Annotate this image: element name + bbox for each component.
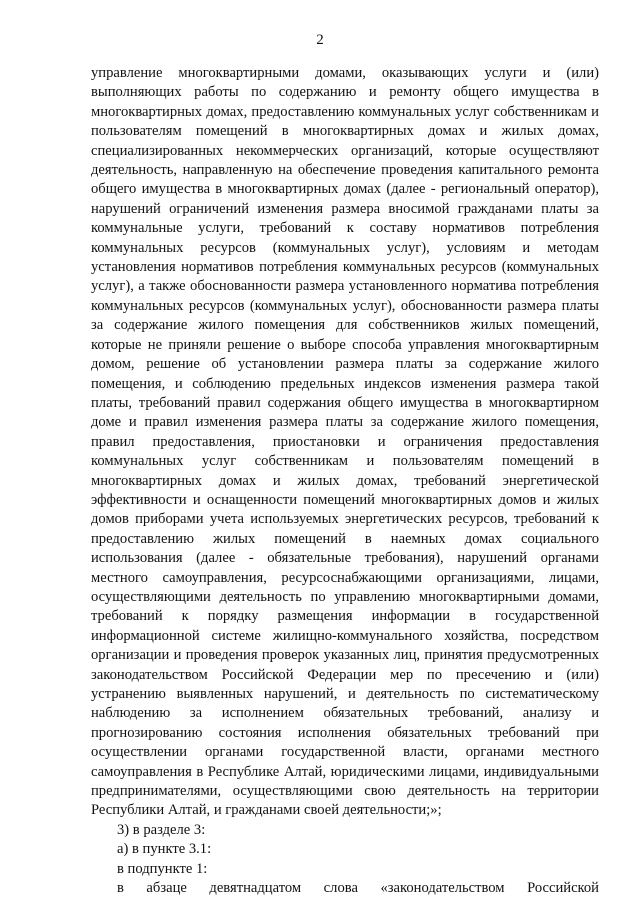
document-body bbox=[91, 64, 599, 898]
page-number: 2 bbox=[316, 32, 324, 48]
paragraph-nineteenth: в абзаце девятнадцатом слова «законодательством Российской bbox=[117, 880, 599, 897]
paragraph-section-3: 3) в разделе 3: bbox=[117, 821, 206, 838]
paragraph-subitem-1: в подпункте 1: bbox=[117, 860, 208, 877]
paragraph-main: управление многоквартирными домами, оказывающих услуги и (или) выполняющих работы по содержанию и ремонту общего имущества в многоквартирных домах, предоставлению коммунальных услуг собственникам и пользователям помещений в многоквартирных домах и жилых домах, специализированных некоммерческих организаций, которые осуществляют деятельность, направленную на обеспечение проведения капитального ремонта общего имущества в многоквартирных домах (далее - региональный оператор), нарушений ограничений изменения размера вносимой гражданами платы за коммунальные услуги, требований к составу нормативов потребления коммунальных ресурсов (коммунальных услуг), условиям и методам установления нормативов потребления коммунальных ресурсов (коммунальных услуг), а также обоснованности размера установленного норматива потребления коммунальных ресурсов (коммунальных услуг), обоснованности размера платы за содержание жилого помещения для собственников жилых помещений, которые не приняли решение о выборе способа управления многоквартирным домом, решение об установлении размера платы за содержание жилого помещения, и соблюдению предельных индексов изменения размера такой платы, требований правил содержания общего имущества в многоквартирном доме и правил изменения размера платы за содержание жилого помещения, правил предоставления, приостановки и ограничения предоставления коммунальных услуг собственникам и пользователям помещений в многоквартирных домах и жилых домах, требований энергетической эффективности и оснащенности помещений многоквартирных домов и жилых домов приборами учета используемых энергетических ресурсов, требований к предоставлению жилых помещений в наемных домах социального использования (далее - обязательные требования), нарушений органами местного самоуправления, ресурсоснабжающими организациями, лицами, осуществляющими деятельность по управлению многоквартирными домами, требований к порядку размещения информации в государственной информационной системе жилищно-коммунального хозяйства, посредством организации и проведения проверок указанных лиц, принятия предусмотренных законодательством Российской Федерации мер по пресечению и (или) устранению выявленных нарушений, и деятельность по систематическому наблюдению за исполнением обязательных требований, анализу и прогнозированию состояния исполнения обязательных требований при осуществлении органами государственной власти, органами местного самоуправления в Республике Алтай, юридическими лицами, индивидуальными предпринимателями, осуществляющими свою деятельность на территории Республики Алтай, и гражданами своей деятельности;»; bbox=[91, 65, 599, 819]
paragraph-item-3-1: а) в пункте 3.1: bbox=[117, 841, 212, 858]
